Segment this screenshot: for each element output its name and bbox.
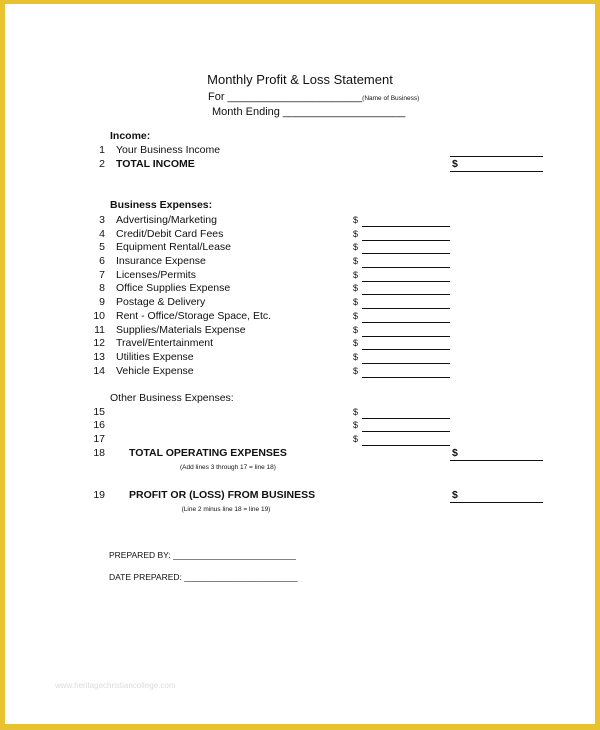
profit-loss-amount-line[interactable] (450, 502, 543, 503)
dollar-sign: $ (353, 434, 359, 444)
amount-line[interactable] (362, 418, 450, 419)
total-income-amount-line[interactable] (450, 171, 543, 172)
income-heading: Income: (110, 130, 151, 142)
prepared-by-field[interactable]: PREPARED BY: __________________________ (109, 550, 296, 560)
line-number: 18 (93, 447, 105, 459)
dollar-sign: $ (353, 229, 359, 239)
profit-loss-label: PROFIT OR (LOSS) FROM BUSINESS (129, 489, 316, 501)
amount-line[interactable] (362, 445, 450, 446)
amount-line[interactable] (362, 240, 450, 241)
amount-line[interactable] (362, 281, 450, 282)
line-label: Supplies/Materials Expense (116, 324, 246, 336)
dollar-sign: $ (353, 270, 359, 280)
line-label: Credit/Debit Card Fees (116, 228, 224, 240)
amount-line[interactable] (362, 431, 450, 432)
line-label: Advertising/Marketing (116, 214, 217, 226)
amount-line[interactable] (362, 336, 450, 337)
line-number: 10 (93, 310, 105, 322)
dollar-sign: $ (353, 242, 359, 252)
business-expenses-heading: Business Expenses: (110, 199, 213, 211)
line-number: 4 (99, 228, 105, 240)
line-label: Postage & Delivery (116, 296, 206, 308)
line-number: 9 (99, 296, 105, 308)
dollar-sign: $ (452, 158, 458, 170)
line-label: Your Business Income (116, 144, 221, 156)
dollar-sign: $ (452, 447, 458, 459)
amount-line[interactable] (362, 226, 450, 227)
dollar-sign: $ (353, 366, 359, 376)
amount-line[interactable] (362, 349, 450, 350)
line-number: 14 (93, 365, 105, 377)
dollar-sign: $ (452, 489, 458, 501)
statement-page (5, 4, 595, 724)
line-number: 6 (99, 255, 105, 267)
for-label: For ______________________ (208, 91, 363, 103)
dollar-sign: $ (353, 283, 359, 293)
amount-line[interactable] (362, 267, 450, 268)
name-of-business-hint: (Name of Business) (362, 95, 420, 102)
line-number: 16 (93, 419, 105, 431)
amount-line[interactable] (362, 377, 450, 378)
line-number: 3 (99, 214, 105, 226)
line-number: 2 (99, 158, 105, 170)
for-business-line (208, 91, 419, 103)
amount-line[interactable] (362, 363, 450, 364)
dollar-sign: $ (353, 256, 359, 266)
profit-loss-note: (Line 2 minus line 18 = line 19) (181, 506, 271, 513)
line-number: 12 (93, 337, 105, 349)
line-label: Equipment Rental/Lease (116, 241, 231, 253)
total-operating-expenses-label: TOTAL OPERATING EXPENSES (129, 447, 287, 459)
dollar-sign: $ (353, 325, 359, 335)
dollar-sign: $ (353, 338, 359, 348)
dollar-sign: $ (353, 311, 359, 321)
line-number: 15 (93, 406, 105, 418)
dollar-sign: $ (353, 407, 359, 417)
dollar-sign: $ (353, 215, 359, 225)
line-number: 11 (94, 324, 105, 336)
dollar-sign: $ (353, 297, 359, 307)
line-label: Licenses/Permits (116, 269, 196, 281)
line-number: 1 (99, 144, 105, 156)
watermark: www.heritagechristiancollege.com (55, 681, 176, 690)
amount-line[interactable] (362, 322, 450, 323)
dollar-sign: $ (353, 352, 359, 362)
total-operating-note: (Add lines 3 through 17 = line 18) (180, 464, 276, 471)
line-number: 19 (93, 489, 105, 501)
total-income-label: TOTAL INCOME (116, 158, 195, 170)
line-number: 8 (99, 282, 105, 294)
amount-line[interactable] (450, 156, 543, 157)
amount-line[interactable] (362, 253, 450, 254)
date-prepared-field[interactable]: DATE PREPARED: ________________________ (109, 572, 298, 582)
amount-line[interactable] (362, 294, 450, 295)
line-label: Insurance Expense (116, 255, 206, 267)
amount-line[interactable] (362, 308, 450, 309)
total-operating-amount-line[interactable] (450, 460, 543, 461)
line-label: Travel/Entertainment (116, 337, 214, 349)
dollar-sign: $ (353, 420, 359, 430)
line-label: Utilities Expense (116, 351, 194, 363)
line-number: 17 (93, 433, 105, 445)
line-label: Rent - Office/Storage Space, Etc. (116, 310, 272, 322)
month-ending-line: Month Ending ____________________ (212, 106, 406, 118)
line-label: Vehicle Expense (116, 365, 194, 377)
other-expenses-heading: Other Business Expenses: (110, 392, 234, 404)
line-number: 13 (93, 351, 105, 363)
line-number: 5 (99, 241, 105, 253)
line-number: 7 (99, 269, 105, 281)
page-title: Monthly Profit & Loss Statement (207, 72, 393, 87)
line-label: Office Supplies Expense (116, 282, 231, 294)
